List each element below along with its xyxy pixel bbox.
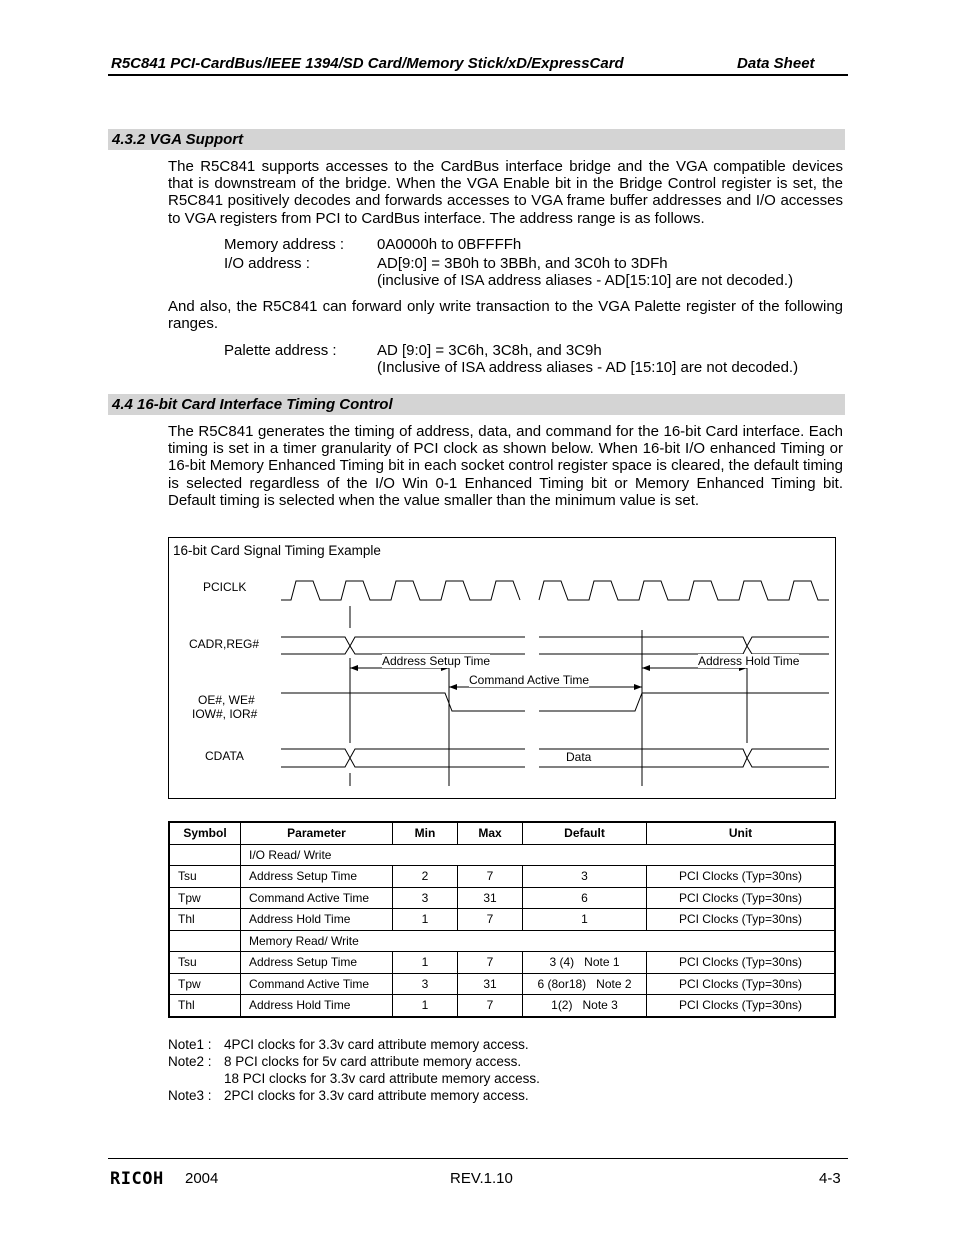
pciclk-waveform-2 [539, 581, 829, 600]
cell-min: 2 [393, 866, 458, 888]
table-group-row [169, 930, 835, 952]
cell-min: 1 [393, 952, 458, 974]
oe-waveform [281, 693, 525, 711]
footer-rule [108, 1158, 848, 1159]
table-header-row [169, 822, 835, 844]
cell-unit: PCI Clocks (Typ=30ns) [647, 995, 836, 1017]
col-header-parameter: Parameter [241, 822, 393, 844]
footer-page-number: 4-3 [819, 1170, 841, 1187]
cell-symbol: Thl [169, 909, 241, 931]
note3-text: 2PCI clocks for 3.3v card attribute memory access. [224, 1088, 529, 1103]
footer-year: 2004 [185, 1170, 219, 1187]
arrowhead-1 [350, 665, 358, 671]
cell-symbol: Tsu [169, 866, 241, 888]
table-row [169, 909, 835, 931]
cell-default: 1 [523, 909, 647, 931]
document-type: Data Sheet [737, 55, 815, 72]
cell-max: 7 [458, 995, 523, 1017]
table-group-row [169, 844, 835, 866]
timing-paragraph: The R5C841 generates the timing of address, data, and command for the 16-bit Card interface. Each timing is set in a timer granularity of PCI clock as shown below. When 16-bit I/O enhanced Timing or 16-bit Memory Enhanced Timing bit in each socket control register space is cleared, the default timing is selected regardless of the I/O Win 0-1 Enhanced Timing bit or Memory Enhanced Timing bit. Default timing is selected when the value smaller than the minimum value is set. [168, 423, 843, 509]
section-heading-vga [108, 129, 845, 150]
io-address-note: (inclusive of ISA address aliases - AD[15:10] are not decoded.) [377, 272, 794, 289]
table-row [169, 866, 835, 888]
header-rule [108, 74, 848, 76]
command-active-label: Command Active Time [469, 673, 590, 687]
memory-address-label: Memory address : [224, 236, 345, 253]
col-header-max: Max [458, 822, 523, 844]
cell-default: 3 (4) Note 1 [523, 952, 647, 974]
arrowhead-4 [634, 684, 642, 690]
note3-label: Note3 : [168, 1088, 212, 1103]
signal-cadr-label: CADR,REG# [189, 637, 260, 651]
cell-symbol: Tpw [169, 887, 241, 909]
arrowhead-3 [449, 684, 457, 690]
cell-max: 31 [458, 887, 523, 909]
table-row [169, 995, 835, 1017]
cell-parameter: Address Hold Time [241, 995, 393, 1017]
cadr-waveform [281, 637, 525, 654]
cell-default: 3 [523, 866, 647, 888]
section-heading-timing-text: 4.4 16-bit Card Interface Timing Control [112, 396, 393, 413]
document-title: R5C841 PCI-CardBus/IEEE 1394/SD Card/Memory Stick/xD/ExpressCard [111, 55, 624, 72]
cell-max: 31 [458, 973, 523, 995]
pciclk-waveform [281, 581, 520, 600]
cell-parameter: Address Setup Time [241, 952, 393, 974]
cell-symbol: Tpw [169, 973, 241, 995]
section-heading-timing [108, 394, 845, 415]
cell-max: 7 [458, 909, 523, 931]
cdata-waveform [281, 749, 525, 767]
timing-diagram-svg [169, 538, 837, 800]
col-header-symbol: Symbol [169, 822, 241, 844]
cell-symbol: Tsu [169, 952, 241, 974]
cell-default: 6 [523, 887, 647, 909]
diagram-title: 16-bit Card Signal Timing Example [173, 543, 381, 558]
cell-unit: PCI Clocks (Typ=30ns) [647, 973, 836, 995]
cell-default: 6 (8or18) Note 2 [523, 973, 647, 995]
table-cell-empty [169, 930, 241, 952]
group-memory-label: Memory Read/ Write [241, 930, 836, 952]
timing-table [168, 821, 836, 1018]
table-row [169, 973, 835, 995]
oe-waveform-2 [539, 693, 829, 711]
cell-unit: PCI Clocks (Typ=30ns) [647, 909, 836, 931]
ricoh-logo: RICOH [110, 1169, 164, 1189]
cell-parameter: Address Setup Time [241, 866, 393, 888]
section-heading-vga-text: 4.3.2 VGA Support [112, 131, 244, 148]
cell-min: 1 [393, 909, 458, 931]
cell-min: 3 [393, 887, 458, 909]
cell-max: 7 [458, 866, 523, 888]
cell-unit: PCI Clocks (Typ=30ns) [647, 952, 836, 974]
vga-paragraph-1: The R5C841 supports accesses to the CardBus interface bridge and the VGA compatible devices that is downstream of the bridge. When the VGA Enable bit in the Bridge Control register is set, the R5C841 positively decodes and forwards accesses to VGA frame buffer addresses and I/O accesses to VGA registers from PCI to CardBus interface. The address range is as follows. [168, 158, 843, 227]
signal-pciclk-label: PCICLK [203, 580, 247, 594]
vga-paragraph-2: And also, the R5C841 can forward only write transaction to the VGA Palette register of the following ranges. [168, 298, 843, 333]
col-header-unit: Unit [647, 822, 836, 844]
memory-address-value: 0A0000h to 0BFFFFh [377, 236, 522, 253]
note2-label: Note2 : [168, 1054, 212, 1069]
cell-parameter: Address Hold Time [241, 909, 393, 931]
note1-label: Note1 : [168, 1037, 212, 1052]
cell-parameter: Command Active Time [241, 973, 393, 995]
col-header-min: Min [393, 822, 458, 844]
footer-revision: REV.1.10 [450, 1170, 513, 1187]
cell-min: 3 [393, 973, 458, 995]
palette-address-value: AD [9:0] = 3C6h, 3C8h, and 3C9h [377, 342, 602, 359]
note2-text-2: 18 PCI clocks for 3.3v card attribute memory access. [224, 1071, 540, 1086]
cell-unit: PCI Clocks (Typ=30ns) [647, 887, 836, 909]
signal-oe-label: OE#, WE# [198, 693, 255, 707]
cadr-waveform-2 [539, 637, 829, 654]
io-address-label: I/O address : [224, 255, 310, 272]
cell-default: 1(2) Note 3 [523, 995, 647, 1017]
note2-text: 8 PCI clocks for 5v card attribute memory access. [224, 1054, 522, 1069]
data-label: Data [566, 750, 592, 764]
signal-cdata-label: CDATA [205, 749, 244, 763]
palette-address-note: (Inclusive of ISA address aliases - AD [15:10] are not decoded.) [377, 359, 799, 376]
table-row [169, 887, 835, 909]
note1-text: 4PCI clocks for 3.3v card attribute memory access. [224, 1037, 529, 1052]
cell-max: 7 [458, 952, 523, 974]
address-hold-label: Address Hold Time [698, 654, 800, 668]
io-address-value: AD[9:0] = 3B0h to 3BBh, and 3C0h to 3DFh [377, 255, 668, 272]
cell-symbol: Thl [169, 995, 241, 1017]
address-setup-label: Address Setup Time [382, 654, 491, 668]
table-row [169, 952, 835, 974]
table-cell-empty [169, 844, 241, 866]
cell-min: 1 [393, 995, 458, 1017]
arrowhead-5 [642, 665, 650, 671]
cell-unit: PCI Clocks (Typ=30ns) [647, 866, 836, 888]
group-io-label: I/O Read/ Write [241, 844, 836, 866]
col-header-default: Default [523, 822, 647, 844]
timing-diagram [168, 537, 836, 799]
signal-iow-label: IOW#, IOR# [192, 707, 258, 721]
palette-address-label: Palette address : [224, 342, 337, 359]
cell-parameter: Command Active Time [241, 887, 393, 909]
